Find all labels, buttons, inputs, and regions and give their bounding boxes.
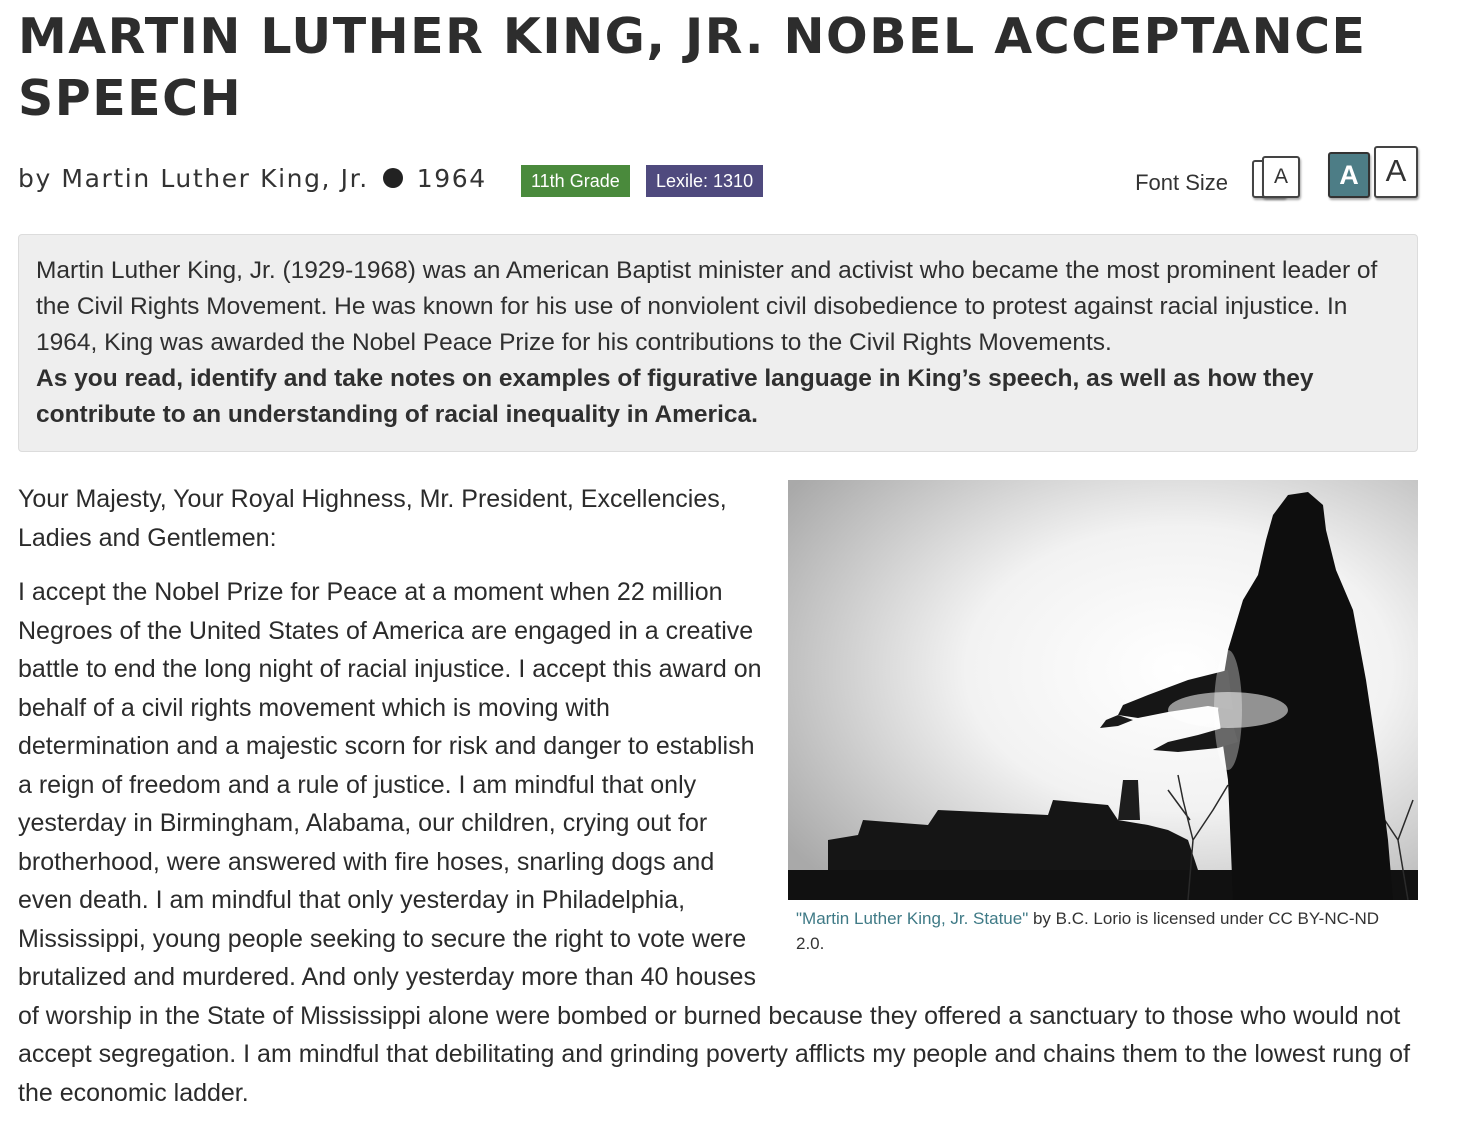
byline bbox=[18, 164, 487, 193]
font-size-label: Font Size bbox=[1135, 170, 1228, 195]
font-size-medium-button[interactable]: A bbox=[1262, 156, 1300, 198]
lexile-badge: Lexile: 1310 bbox=[646, 165, 763, 197]
grade-badge: 11th Grade bbox=[521, 165, 630, 197]
reading-instruction: As you read, identify and take notes on examples of figurative language in King’s speech, as well as how they contribute to an understanding of racial inequality in America. bbox=[36, 365, 1314, 428]
speech-paragraph-2: I accept the Nobel Prize for Peace at a moment when 22 million Negroes of the United States of America are engaged in a creative battle to end the long night of racial injustice. I accept this award on behalf of a civil rights movement which is moving with determination and a majestic scorn for risk and danger to establish a reign of freedom and a rule of justice. I am mindful that only yesterday in Birmingham, Alabama, our children, crying out for brotherhood, were answered with fire hoses, snarling dogs and even death. I am mindful that only yesterday in Philadelphia, Mississippi, young people seeking to secure the right to vote were brutalized and murdered. And only yesterday more than 40 houses of worship in the State of Mississippi alone were bombed or burned because they offered a sanctuary to those who would not accept segregation. I am mindful that debilitating and grinding poverty afflicts my people and chains them to the lowest rung of the economic ladder. bbox=[18, 578, 1411, 1107]
meta-row bbox=[18, 146, 1418, 206]
photo-title-link[interactable]: "Martin Luther King, Jr. Statue" bbox=[796, 909, 1029, 928]
publication-year: 1964 bbox=[416, 164, 487, 193]
font-size-xlarge-button[interactable]: A bbox=[1374, 146, 1418, 198]
page-title: MARTIN LUTHER KING, JR. NOBEL ACCEPTANCE SPEECH bbox=[18, 8, 1367, 127]
statue-figure bbox=[788, 480, 1418, 956]
speech-paragraph-1: Your Majesty, Your Royal Highness, Mr. President, Excellencies, Ladies and Gentlemen: bbox=[18, 485, 727, 552]
font-size-large-button[interactable]: A bbox=[1328, 152, 1370, 198]
author-bio: Martin Luther King, Jr. (1929-1968) was an American Baptist minister and activist who became the most prominent leader of the Civil Rights Movement. He was known for his use of nonviolent civil disobedience to protest against racial injustice. In 1964, King was awarded the Nobel Peace Prize for his contributions to the Civil Rights Movements. bbox=[36, 257, 1378, 356]
photo-license-text: by B.C. Lorio is licensed under CC BY-NC-ND 2.0. bbox=[796, 909, 1380, 953]
author-name: by Martin Luther King, Jr. bbox=[18, 164, 369, 193]
speech-text bbox=[18, 480, 1418, 1128]
separator-dot-icon bbox=[383, 168, 403, 188]
article bbox=[18, 0, 1418, 1107]
introduction-box bbox=[18, 234, 1418, 452]
photo-caption bbox=[788, 900, 1418, 956]
statue-photo bbox=[788, 480, 1418, 900]
